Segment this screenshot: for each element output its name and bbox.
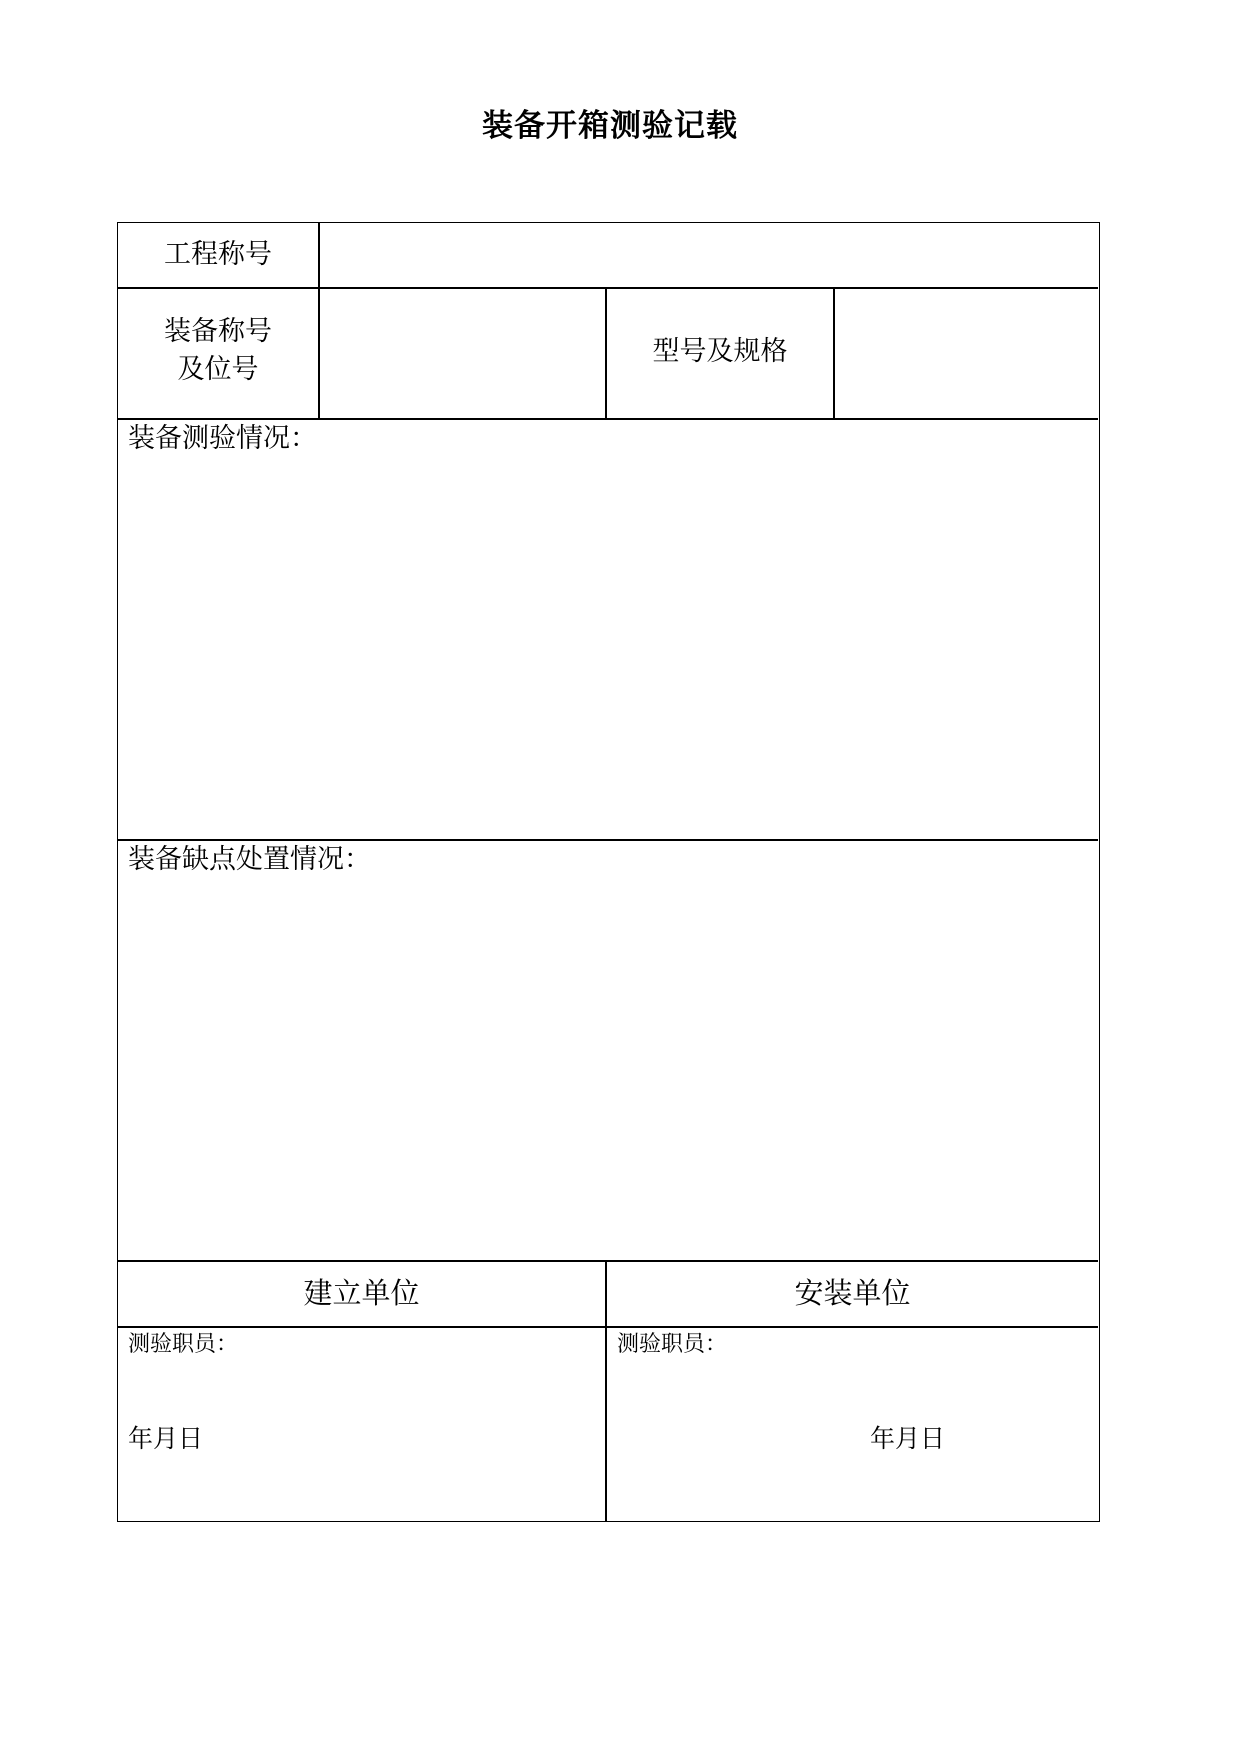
row-divider [118, 1260, 1098, 1262]
model-spec-field[interactable] [835, 289, 1098, 418]
right-signature-field[interactable] [607, 1362, 1098, 1521]
construction-unit-header: 建立单位 [303, 1276, 420, 1310]
right-date-label: 年月日 [870, 1424, 946, 1453]
inspection-status-label: 装备测验情况： [128, 423, 317, 454]
defect-handling-field[interactable] [118, 880, 1098, 1260]
right-inspector-label: 测验职员： [617, 1332, 728, 1357]
left-date-label: 年月日 [128, 1424, 204, 1453]
equipment-name-label-line2: 及位号 [177, 354, 259, 385]
project-name-field[interactable] [320, 223, 1098, 287]
document-title: 装备开箱测验记载 [482, 108, 738, 144]
model-spec-label: 型号及规格 [652, 336, 788, 367]
project-name-label: 工程称号 [164, 239, 272, 270]
equipment-name-field[interactable] [320, 289, 605, 418]
inspection-form [117, 222, 1100, 1522]
inspection-status-field[interactable] [118, 459, 1098, 839]
left-inspector-label: 测验职员： [128, 1332, 239, 1357]
row-divider [118, 1326, 1098, 1328]
equipment-name-label-line1: 装备称号 [164, 316, 272, 347]
defect-handling-label: 装备缺点处置情况： [128, 844, 371, 875]
left-signature-field[interactable] [118, 1362, 605, 1521]
installation-unit-header: 安装单位 [794, 1276, 911, 1310]
